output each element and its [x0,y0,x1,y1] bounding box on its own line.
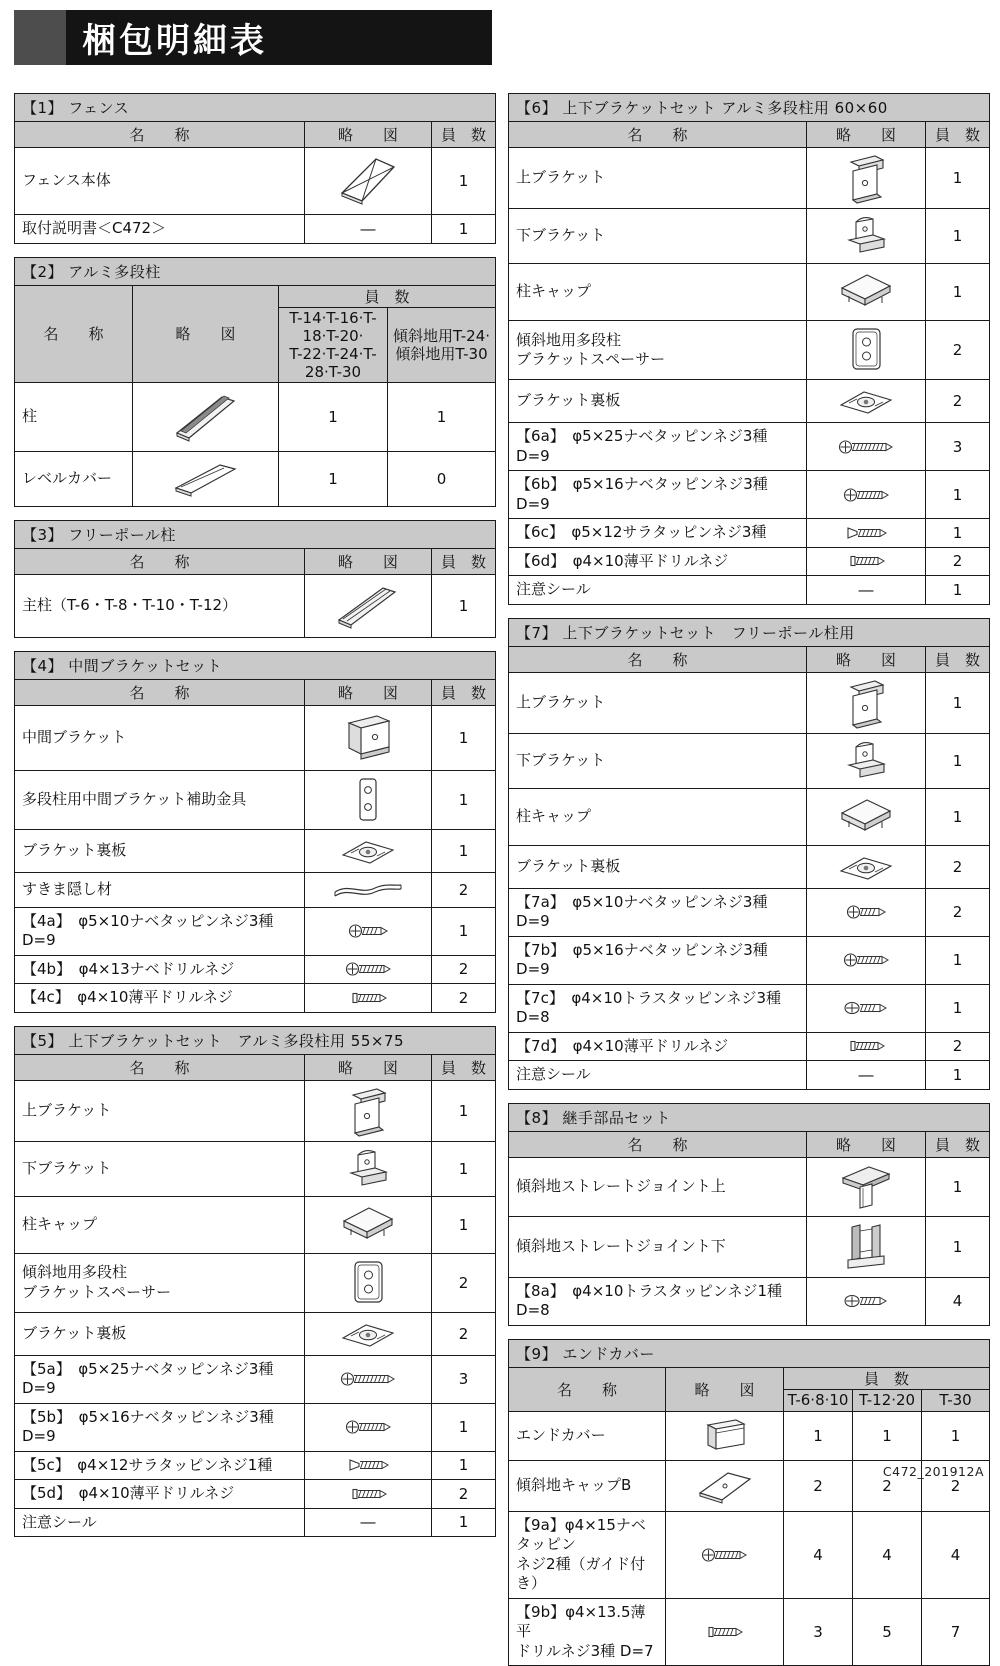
part-name: 【6a】 φ5×25ナベタッピンネジ3種 D=9 [509,423,807,471]
table-caption-row [15,94,496,122]
flat-drill-screw-icon [807,547,926,576]
qty-value: 1 [922,1411,990,1460]
upper-bracket-icon [807,672,926,733]
backplate-icon [305,1312,432,1355]
qty-value: 1 [926,672,990,733]
aluminum-post-icon [133,382,279,451]
table-row [15,148,496,215]
part-name: レベルカバー [15,451,133,506]
table-row [509,1032,990,1061]
table-row [15,574,496,637]
backplate-icon [305,829,432,872]
level-cover-icon [133,451,279,506]
qty-value: 1 [853,1411,922,1460]
part-name: 注意シール [509,1061,807,1090]
table-row [15,872,496,907]
qty-value: 5 [853,1598,922,1666]
table-caption-row [509,94,990,122]
table-row [15,1312,496,1355]
part-name: 傾斜地ストレートジョイント下 [509,1216,807,1277]
qty-value: 2 [432,1480,496,1509]
qty-value: 4 [922,1511,990,1598]
qty-value: 4 [926,1277,990,1325]
table-caption: 【5】 上下ブラケットセット アルミ多段柱用 55×75 [15,1026,496,1054]
qty-value: 1 [432,829,496,872]
qty-value: 1 [432,1141,496,1196]
table-caption: 【6】 上下ブラケットセット アルミ多段柱用 60×60 [509,94,990,122]
dash-icon [807,576,926,605]
qty-value: 1 [432,1451,496,1480]
pan-screw-mid-icon [807,471,926,519]
qty-value: 1 [279,451,388,506]
fence-panel-icon [305,148,432,215]
col-header-qty: 員 数 [432,122,496,148]
qty-value: 1 [926,471,990,519]
post-cap-icon [807,264,926,321]
col-header-sketch: 略 図 [133,285,279,382]
parts-table-6 [508,93,990,605]
part-name: 上ブラケット [509,672,807,733]
table-caption-row [15,520,496,548]
qty-sub-header: T-30 [922,1389,990,1411]
table-row [15,907,496,955]
table-joint-parts-set [508,1103,990,1326]
table-row [509,1157,990,1216]
header-row [15,1054,496,1080]
table-bracket-set-55x75 [14,1026,496,1538]
straight-joint-upper-icon [807,1157,926,1216]
slope-cap-icon [666,1460,784,1511]
header-row [509,122,990,148]
qty-value: 1 [926,936,990,984]
table-row [15,451,496,506]
col-header-sketch: 略 図 [305,122,432,148]
table-row [509,321,990,380]
table-fence [14,93,496,244]
parts-table-7 [508,618,990,1090]
lower-bracket-icon [807,733,926,788]
part-name: 柱キャップ [509,788,807,845]
part-name: 注意シール [15,1508,305,1537]
qty-value: 2 [432,1312,496,1355]
qty-value: 1 [432,574,496,637]
qty-value: 1 [926,1061,990,1090]
part-name: ブラケット裏板 [509,380,807,423]
table-row [509,264,990,321]
qty-value: 3 [926,423,990,471]
table-caption-row [509,1103,990,1131]
col-header-name: 名 称 [15,1054,305,1080]
table-row [509,733,990,788]
qty-value: 1 [432,1080,496,1141]
gap-strip-icon [305,872,432,907]
header-row [509,646,990,672]
free-pole-post-icon [305,574,432,637]
qty-value: 1 [432,705,496,770]
qty-value: 1 [432,148,496,215]
part-name: 【5a】 φ5×25ナベタッピンネジ3種 D=9 [15,1355,305,1403]
table-aluminum-multi-post [14,257,496,507]
page-title: 梱包明細表 [66,13,267,62]
sara-screw-icon [807,519,926,548]
table-row [509,1216,990,1277]
table-caption: 【4】 中間ブラケットセット [15,651,496,679]
col-header-qty: 員 数 [926,122,990,148]
header-row [15,285,496,307]
truss-screw-icon [807,1277,926,1325]
header-row [509,1131,990,1157]
qty-value: 2 [926,547,990,576]
qty-value: 3 [784,1598,853,1666]
part-name: 柱キャップ [509,264,807,321]
part-name: エンドカバー [509,1411,666,1460]
qty-value: 2 [926,1032,990,1061]
part-name: 【7c】 φ4×10トラスタッピンネジ3種 D=8 [509,984,807,1032]
qty-value: 2 [784,1460,853,1511]
qty-value: 4 [784,1511,853,1598]
parts-table-1 [14,93,496,244]
qty-value: 2 [926,380,990,423]
dash-icon [807,1061,926,1090]
upper-bracket-icon [807,148,926,209]
end-cover-icon [666,1411,784,1460]
table-caption: 【1】 フェンス [15,94,496,122]
qty-value: 1 [926,264,990,321]
pan-screw-short-icon [305,907,432,955]
table-row [15,215,496,244]
table-row [509,845,990,888]
qty-value: 1 [926,1216,990,1277]
qty-value: 1 [432,1403,496,1451]
right-column [508,93,990,1666]
col-header-sketch: 略 図 [305,1054,432,1080]
table-row [15,955,496,984]
qty-value: 1 [432,1196,496,1253]
col-header-qty: 員 数 [926,1131,990,1157]
part-name: 傾斜地ストレートジョイント上 [509,1157,807,1216]
table-caption: 【7】 上下ブラケットセット フリーポール柱用 [509,618,990,646]
table-row [15,1355,496,1403]
col-header-qty: 員 数 [784,1367,990,1389]
part-name: すきま隠し材 [15,872,305,907]
part-name: 多段柱用中間ブラケット補助金具 [15,770,305,829]
part-name: 取付説明書＜C472＞ [15,215,305,244]
qty-value: 3 [432,1355,496,1403]
part-name: 【4b】 φ4×13ナベドリルネジ [15,955,305,984]
pan-screw-long-icon [305,1355,432,1403]
table-end-cover [508,1339,990,1666]
part-name: 注意シール [509,576,807,605]
col-header-qty: 員 数 [432,679,496,705]
part-name: 【4c】 φ4×10薄平ドリルネジ [15,984,305,1013]
table-row [15,770,496,829]
table-caption-row [15,651,496,679]
part-name: 【6d】 φ4×10薄平ドリルネジ [509,547,807,576]
part-name: 柱 [15,382,133,451]
part-name: 下ブラケット [509,733,807,788]
qty-sub-header: T-12·20 [853,1389,922,1411]
table-row [509,1411,990,1460]
col-header-sketch: 略 図 [807,646,926,672]
post-cap-icon [807,788,926,845]
dash-icon: ― [361,1513,376,1531]
qty-value: 2 [432,955,496,984]
part-name: 柱キャップ [15,1196,305,1253]
sara-screw-icon [305,1451,432,1480]
qty-value: 7 [922,1598,990,1666]
page-title-bar [14,10,492,65]
qty-value: 2 [926,888,990,936]
qty-value: 1 [432,770,496,829]
qty-value: 2 [432,1253,496,1312]
parts-table-3 [14,520,496,638]
dash-icon: ― [859,581,874,599]
backplate-icon [807,845,926,888]
table-row [509,984,990,1032]
qty-value: 2 [432,984,496,1013]
header-row [15,548,496,574]
qty-value: 1 [279,382,388,451]
col-header-sketch: 略 図 [666,1367,784,1411]
col-header-qty: 員 数 [432,548,496,574]
spacer-plate-icon [807,321,926,380]
col-header-name: 名 称 [15,122,305,148]
part-name: 上ブラケット [509,148,807,209]
parts-table-2 [14,257,496,507]
aux-plate-icon [305,770,432,829]
table-row [509,576,990,605]
table-bracket-set-free-pole [508,618,990,1090]
col-header-name: 名 称 [509,1367,666,1411]
qty-value: 1 [784,1411,853,1460]
flat-drill-screw-icon [666,1598,784,1666]
header-row [15,679,496,705]
part-name: ブラケット裏板 [509,845,807,888]
qty-value: 1 [926,519,990,548]
table-row [509,1061,990,1090]
part-name: 上ブラケット [15,1080,305,1141]
flat-drill-screw-icon [305,1480,432,1509]
qty-value: 1 [432,1508,496,1537]
col-header-sketch: 略 図 [807,122,926,148]
part-name: 傾斜地キャップB [509,1460,666,1511]
pan-screw-mid-icon [666,1511,784,1598]
qty-value: 1 [926,148,990,209]
part-name: 【6b】 φ5×16ナベタッピンネジ3種 D=9 [509,471,807,519]
table-row [15,1480,496,1509]
table-caption-row [15,257,496,285]
table-row [509,519,990,548]
part-name: 傾斜地用多段柱 ブラケットスペーサー [509,321,807,380]
qty-value: 1 [926,788,990,845]
parts-table-8 [508,1103,990,1326]
title-accent-square [14,10,66,65]
qty-value: 1 [926,1157,990,1216]
col-header-name: 名 称 [15,285,133,382]
spacer-plate-icon [305,1253,432,1312]
table-row [15,382,496,451]
col-header-sketch: 略 図 [807,1131,926,1157]
dash-icon: ― [361,220,376,238]
mid-bracket-icon [305,705,432,770]
table-row [15,1451,496,1480]
parts-table-5 [14,1026,496,1538]
part-name: 【7b】 φ5×16ナベタッピンネジ3種 D=9 [509,936,807,984]
table-caption: 【8】 継手部品セット [509,1103,990,1131]
doc-code: C472_201912A [883,1464,984,1479]
part-name: 【9a】φ4×15ナベタッピン ネジ2種（ガイド付き） [509,1511,666,1598]
col-header-sketch: 略 図 [305,548,432,574]
table-row [509,1511,990,1598]
part-name: 【9b】φ4×13.5薄平 ドリルネジ3種 D=7 [509,1598,666,1666]
part-name: 【4a】 φ5×10ナベタッピンネジ3種 D=9 [15,907,305,955]
qty-value: 2 [432,872,496,907]
table-row [509,788,990,845]
dash-icon [305,1508,432,1537]
part-name: 主柱（T-6・T-8・T-10・T-12） [15,574,305,637]
part-name: 中間ブラケット [15,705,305,770]
qty-value: 1 [926,984,990,1032]
header-row [15,122,496,148]
part-name: 【7a】 φ5×10ナベタッピンネジ3種 D=9 [509,888,807,936]
part-name: 【5b】 φ5×16ナベタッピンネジ3種 D=9 [15,1403,305,1451]
table-caption: 【3】 フリーポール柱 [15,520,496,548]
col-header-sketch: 略 図 [305,679,432,705]
post-cap-icon [305,1196,432,1253]
table-caption-row [509,1339,990,1367]
col-header-qty: 員 数 [432,1054,496,1080]
flat-drill-screw-icon [807,1032,926,1061]
lower-bracket-icon [305,1141,432,1196]
table-row [509,888,990,936]
parts-table-9 [508,1339,990,1666]
col-header-name: 名 称 [509,1131,807,1157]
table-row [509,380,990,423]
qty-value: 1 [926,576,990,605]
part-name: ブラケット裏板 [15,829,305,872]
qty-value: 1 [432,907,496,955]
left-column [14,93,496,1537]
table-columns [14,93,986,1666]
col-header-qty: 員 数 [279,285,496,307]
table-caption: 【9】 エンドカバー [509,1339,990,1367]
qty-value: 2 [926,321,990,380]
table-row [509,1598,990,1666]
qty-value: 1 [388,382,496,451]
col-header-name: 名 称 [509,122,807,148]
lower-bracket-icon [807,209,926,264]
pan-screw-mid-icon [807,936,926,984]
qty-value: 1 [926,209,990,264]
table-free-pole-post [14,520,496,638]
dash-icon: ― [859,1066,874,1084]
qty-value: 0 [388,451,496,506]
qty-value: 2 [922,1460,990,1511]
table-row [15,1080,496,1141]
part-name: 【6c】 φ5×12サラタッピンネジ3種 [509,519,807,548]
parts-table-4 [14,651,496,1013]
pan-screw-short-icon [807,888,926,936]
table-mid-bracket-set [14,651,496,1013]
table-bracket-set-60x60 [508,93,990,605]
part-name: 下ブラケット [509,209,807,264]
header-row [509,1367,990,1389]
qty-value: 2 [853,1460,922,1511]
table-row [509,1277,990,1325]
part-name: フェンス本体 [15,148,305,215]
backplate-icon [807,380,926,423]
pan-screw-long-icon [807,423,926,471]
col-header-name: 名 称 [15,679,305,705]
qty-value: 1 [926,733,990,788]
table-row [509,471,990,519]
table-row [509,148,990,209]
part-name: 傾斜地用多段柱 ブラケットスペーサー [15,1253,305,1312]
col-header-name: 名 称 [15,548,305,574]
table-row [509,936,990,984]
qty-sub-header: T-6·8·10 [784,1389,853,1411]
table-row [15,984,496,1013]
upper-bracket-icon [305,1080,432,1141]
part-name: 【8a】 φ4×10トラスタッピンネジ1種 D=8 [509,1277,807,1325]
qty-value: 4 [853,1511,922,1598]
table-row [509,209,990,264]
table-row [15,1196,496,1253]
table-caption-row [509,618,990,646]
part-name: ブラケット裏板 [15,1312,305,1355]
dash-icon [305,215,432,244]
qty-value: 2 [926,845,990,888]
table-row [15,705,496,770]
qty-sub-header: 傾斜地用T-24· 傾斜地用T-30 [388,307,496,382]
part-name: 【5d】 φ4×10薄平ドリルネジ [15,1480,305,1509]
part-name: 【7d】 φ4×10薄平ドリルネジ [509,1032,807,1061]
qty-sub-header: T-14·T-16·T-18·T-20· T-22·T-24·T-28·T-30 [279,307,388,382]
table-row [15,829,496,872]
flat-drill-screw-icon [305,984,432,1013]
table-caption: 【2】 アルミ多段柱 [15,257,496,285]
table-caption-row [15,1026,496,1054]
table-row [509,423,990,471]
col-header-qty: 員 数 [926,646,990,672]
qty-value: 1 [432,215,496,244]
table-row [15,1508,496,1537]
straight-joint-lower-icon [807,1216,926,1277]
table-row [15,1403,496,1451]
truss-screw-icon [807,984,926,1032]
table-row [15,1141,496,1196]
table-row [509,672,990,733]
pan-screw-mid-icon [305,955,432,984]
part-name: 下ブラケット [15,1141,305,1196]
table-row [15,1253,496,1312]
pan-screw-mid-icon [305,1403,432,1451]
part-name: 【5c】 φ4×12サラタッピンネジ1種 [15,1451,305,1480]
col-header-name: 名 称 [509,646,807,672]
table-row [509,547,990,576]
